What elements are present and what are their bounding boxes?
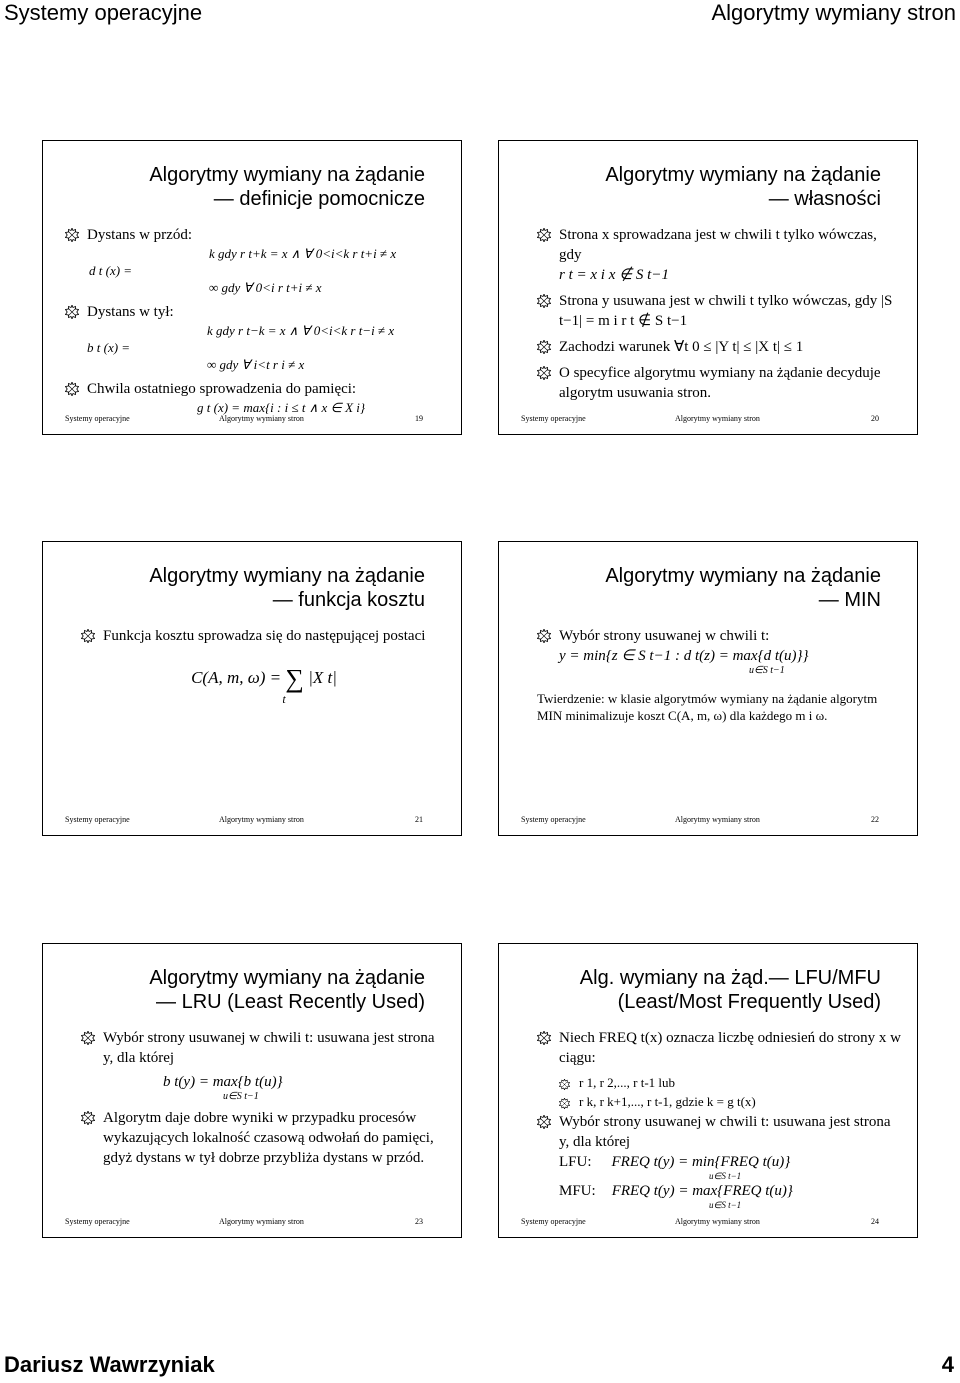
slide-number: 22 xyxy=(871,815,879,824)
formula-lfu: LFU: FREQ t(y) = min{FREQ t(u)} xyxy=(559,1154,791,1170)
slide-footer: Systemy operacyjne Algorytmy wymiany stron 22 xyxy=(521,815,879,824)
slide-title: Algorytmy wymiany na żądanie — MIN xyxy=(605,565,881,611)
bullet-icon xyxy=(81,629,95,643)
slide-19 xyxy=(42,140,462,435)
slide-21 xyxy=(42,541,462,836)
slide-footer: Systemy operacyjne Algorytmy wymiany stron 20 xyxy=(521,414,879,423)
bullet-cost-function: Funkcja kosztu sprowadza się do następującej postaci xyxy=(81,626,447,646)
sub-bullet-full-sequence: r 1, r 2,..., r t-1 lub xyxy=(537,1074,903,1091)
bullet-min-choice: Wybór strony usuwanej w chwili t: y = min{z ∈ S t−1 : d t(z) = max{d t(u)}} u∈S t−1 xyxy=(537,626,903,676)
bullet-lru-note: Algorytm daje dobre wyniki w przypadku procesów wykazujących lokalność czasową odwołań do pamięci, gdyż dystans w tył dobrze przybliża dystans w przód. xyxy=(81,1108,447,1168)
bullet-load-condition: Strona x sprowadzana jest w chwili t tylko wówczas, gdy r t = x i x ∉ S t−1 xyxy=(537,225,903,285)
slide-title: Algorytmy wymiany na żądanie — definicje pomocnicze xyxy=(149,164,425,210)
slide-number: 20 xyxy=(871,414,879,423)
formula-forward-distance: k gdy r t+k = x ∧ ∀ 0<i<k r t+i ≠ x d t (x) = ∞ gdy ∀ 0<i r t+i ≠ x xyxy=(89,246,397,295)
slide-title: Alg. wymiany na żąd.— LFU/MFU (Least/Most Frequently Used) xyxy=(579,967,881,1013)
bullet-specificity: O specyfice algorytmu wymiany na żądanie decyduje algorytm usuwania stron. xyxy=(537,363,903,403)
bullet-icon xyxy=(81,1111,95,1125)
slide-number: 24 xyxy=(871,1217,879,1226)
bullet-icon xyxy=(559,1098,570,1109)
bullet-freq-definition: Niech FREQ t(x) oznacza liczbę odniesień do strony x w ciągu: xyxy=(537,1028,903,1068)
bullet-freq-choice: Wybór strony usuwanej w chwili t: usuwana jest strona y, dla której LFU: FREQ t(y) = min{FREQ t(u)} u∈S t−1 MFU: FREQ t(y) = max{FREQ t(u)} u∈S t−1 xyxy=(537,1112,903,1210)
page-header xyxy=(0,0,960,36)
bullet-lru-choice: Wybór strony usuwanej w chwili t: usuwana jest strona y, dla której b t(y) = max{b t(u)} u∈S t−1 xyxy=(81,1028,447,1102)
slide-footer: Systemy operacyjne Algorytmy wymiany stron 19 xyxy=(65,414,423,423)
sheet-number: 4 xyxy=(941,1352,954,1377)
slide-number: 19 xyxy=(415,414,423,423)
header-topic: Algorytmy wymiany stron xyxy=(711,0,956,25)
slide-title: Algorytmy wymiany na żądanie — LRU (Least Recently Used) xyxy=(149,967,425,1013)
bullet-evict-condition: Strona y usuwana jest w chwili t tylko wówczas, gdy |S t−1| = m i r t ∉ S t−1 xyxy=(537,291,903,331)
formula-mfu: MFU: FREQ t(y) = max{FREQ t(u)} xyxy=(559,1183,793,1199)
bullet-icon xyxy=(537,366,551,380)
bullet-icon xyxy=(537,228,551,242)
bullet-icon xyxy=(537,1031,551,1045)
bullet-icon xyxy=(65,305,79,319)
slide-number: 21 xyxy=(415,815,423,824)
bullet-icon xyxy=(81,1031,95,1045)
slide-23 xyxy=(42,943,462,1238)
bullet-backward-distance: Dystans w tył: k gdy r t−k = x ∧ ∀ 0<i<k r t−i ≠ x b t (x) = ∞ gdy ∀ i<t r i ≠ x xyxy=(65,302,451,373)
formula-backward-distance: k gdy r t−k = x ∧ ∀ 0<i<k r t−i ≠ x b t (x) = ∞ gdy ∀ i<t r i ≠ x xyxy=(87,323,395,372)
bullet-icon xyxy=(65,382,79,396)
slide-22 xyxy=(498,541,918,836)
sub-bullet-partial-sequence: r k, r k+1,..., r t-1, gdzie k = g t(x) xyxy=(537,1093,903,1110)
bullet-icon xyxy=(537,294,551,308)
bullet-icon xyxy=(537,340,551,354)
slide-footer: Systemy operacyjne Algorytmy wymiany stron 24 xyxy=(521,1217,879,1226)
bullet-icon xyxy=(559,1079,570,1090)
slide-footer: Systemy operacyjne Algorytmy wymiany stron 21 xyxy=(65,815,423,824)
slide-title: Algorytmy wymiany na żądanie — własności xyxy=(605,164,881,210)
slide-20 xyxy=(498,140,918,435)
formula-last-load: g t (x) = max{i : i ≤ t ∧ x ∈ X i} xyxy=(197,400,366,415)
author-name: Dariusz Wawrzyniak xyxy=(4,1352,215,1377)
slide-title: Algorytmy wymiany na żądanie — funkcja kosztu xyxy=(149,565,425,611)
header-course: Systemy operacyjne xyxy=(4,0,203,25)
bullet-icon xyxy=(537,1115,551,1129)
bullet-forward-distance: Dystans w przód: k gdy r t+k = x ∧ ∀ 0<i<k r t+i ≠ x d t (x) = ∞ gdy ∀ 0<i r t+i ≠ x xyxy=(65,225,451,296)
bullet-invariant: Zachodzi warunek ∀t 0 ≤ |Y t| ≤ |X t| ≤ 1 xyxy=(537,337,903,357)
bullet-icon xyxy=(537,629,551,643)
bullet-icon xyxy=(65,228,79,242)
slide-number: 23 xyxy=(415,1217,423,1226)
slide-footer: Systemy operacyjne Algorytmy wymiany stron 23 xyxy=(65,1217,423,1226)
bullet-last-load: Chwila ostatniego sprowadzenia do pamięci: g t (x) = max{i : i ≤ t ∧ x ∈ X i} xyxy=(65,379,451,416)
theorem-note: Twierdzenie: w klasie algorytmów wymiany na żądanie algorytm MIN minimalizuje koszt C(A, m, ω) dla każdego m i ω. xyxy=(537,691,878,723)
formula-cost: C(A, m, ω) = ∑ |X t| t xyxy=(191,664,337,707)
slide-24 xyxy=(498,943,918,1238)
